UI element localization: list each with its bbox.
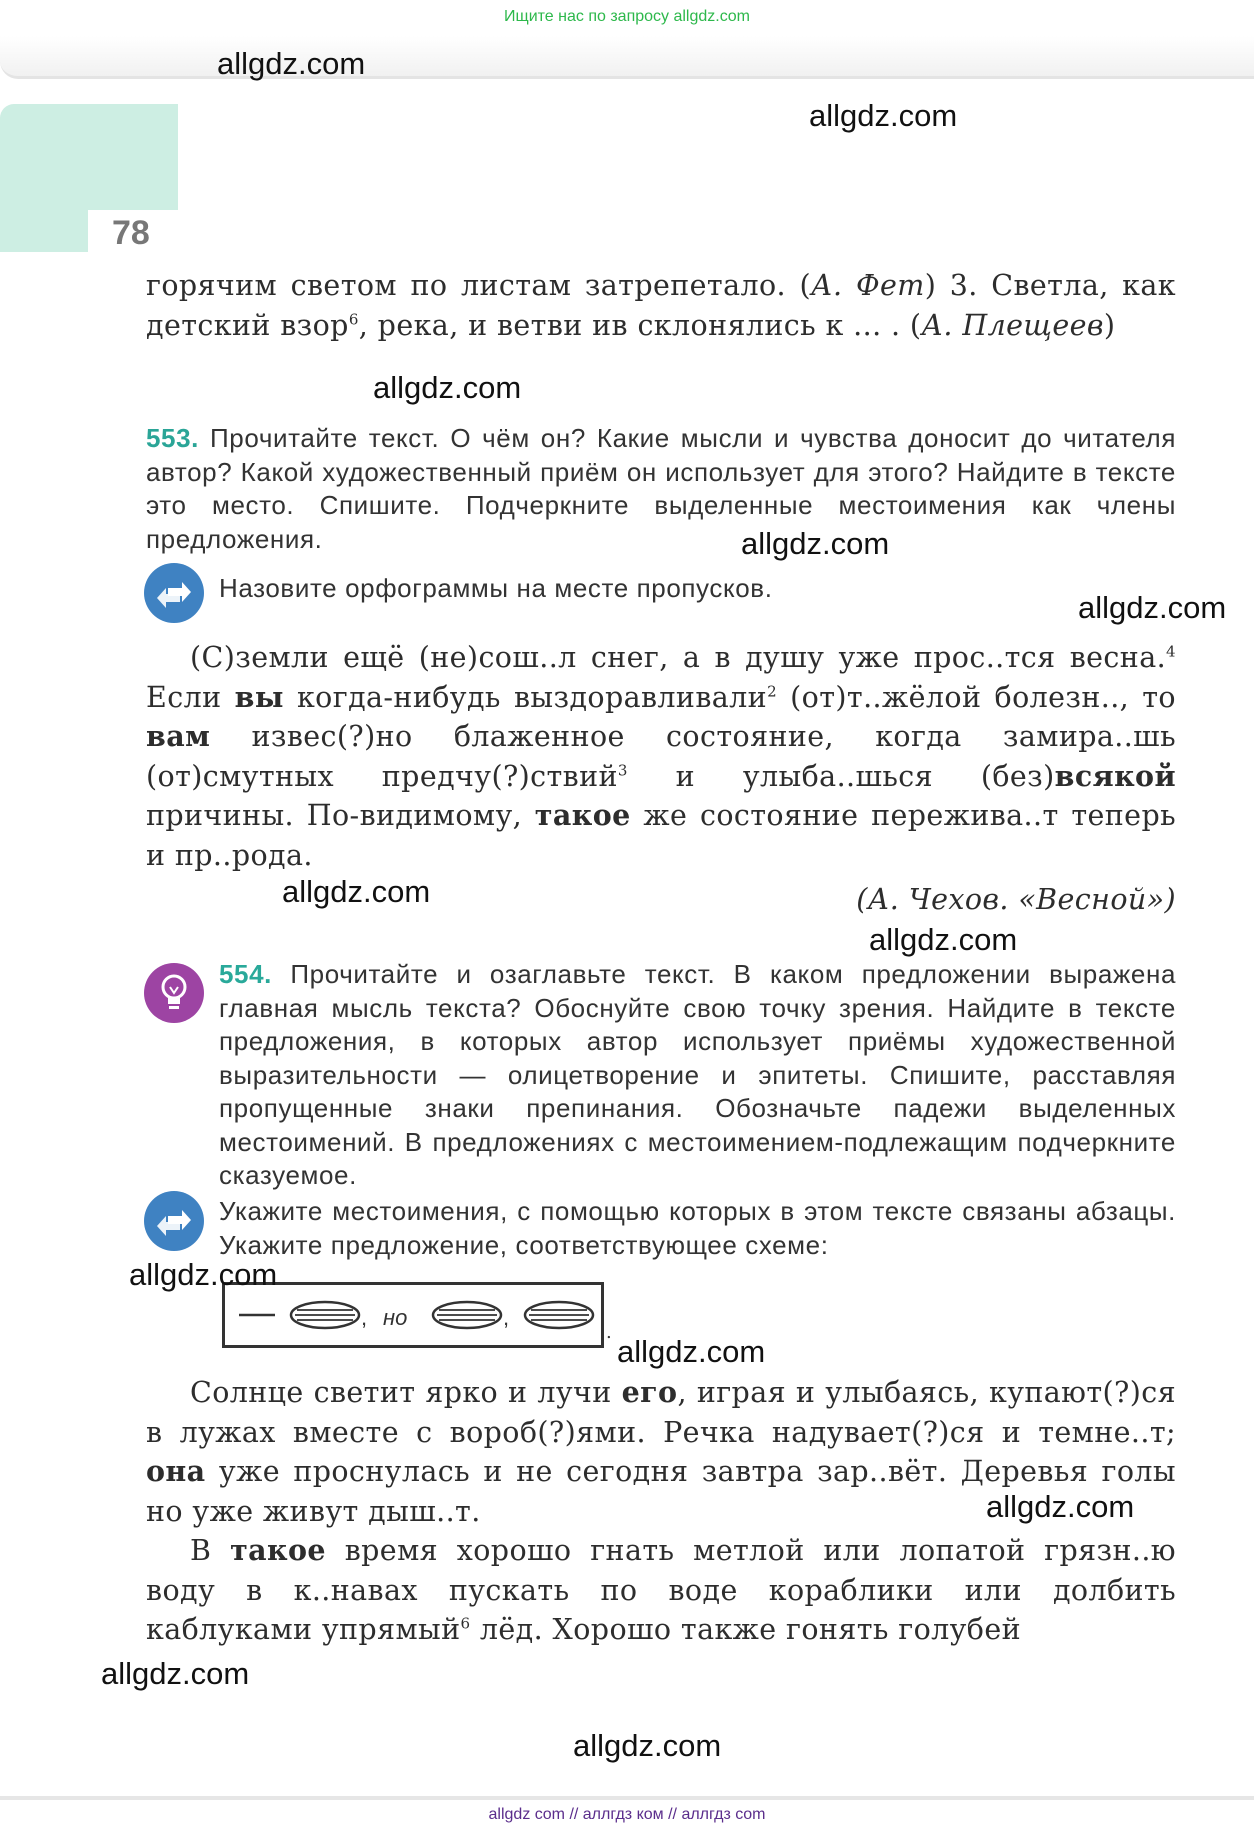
text-554-paragraph-2: [146, 1531, 1176, 1650]
watermark: allgdz.com: [282, 874, 431, 909]
highlighted-pronoun: вам: [146, 719, 211, 753]
watermark: allgdz.com: [217, 46, 366, 81]
schema-comma: ,: [361, 1305, 368, 1330]
footnote-mark: 4: [1166, 642, 1176, 661]
footnote-mark: 2: [767, 682, 778, 700]
highlighted-pronoun: вы: [234, 679, 284, 714]
text-sentence: (от)т..жёлой болезн.., то: [777, 680, 1176, 714]
highlighted-pronoun: его: [621, 1375, 678, 1409]
footer-links[interactable]: allgdz com // аллгдз ком // аллгдз com: [488, 1806, 766, 1823]
text-553-source: (А. Чехов. «Весной»): [856, 883, 1176, 916]
intro-text: , река, и ветви ив склонялись к ... . (: [358, 308, 922, 342]
highlighted-pronoun: такое: [230, 1533, 326, 1567]
author-pleshcheev: А. Плещеев: [921, 308, 1104, 342]
watermark: allgdz.com: [986, 1489, 1135, 1524]
text-sentence: когда-нибудь выздоравливали: [283, 680, 768, 714]
lightbulb-icon: [144, 963, 204, 1023]
schema-period: .: [606, 1322, 612, 1343]
text-sentence: же состояние пережива..т теперь и пр..рода.: [146, 799, 1177, 872]
exercise-553-instructions: [146, 422, 1176, 556]
exercise-text: Прочитайте текст. О чём он? Какие мысли и чувства доносит до читателя автор? Какой художественный приём он использует для этого? Найдите в тексте это место. Спишите. Подчеркните выделенные местоимения как члены предложения.: [146, 423, 1176, 554]
text-sentence: уже проснулась и не сегодня завтра зар..вёт. Деревья голы но уже живут дыш..т.: [146, 1455, 1176, 1528]
text-sentence: время хорошо гнать метлой или лопатой грязн..ю воду в к..навах пускать по воде кораблики или долбить каблуками упрямый: [146, 1534, 1176, 1646]
exercise-number: 554.: [219, 959, 273, 989]
highlighted-pronoun: такое: [534, 798, 631, 832]
exercise-554-task: Укажите местоимения, с помощью которых в этом тексте связаны абзацы. Укажите предложение, соответствующее схеме:: [219, 1196, 1176, 1260]
page-number: 78: [88, 210, 180, 256]
repeat-icon: [144, 1191, 204, 1251]
watermark: allgdz.com: [129, 1257, 278, 1292]
watermark: allgdz.com: [741, 526, 890, 561]
watermark: allgdz.com: [573, 1728, 722, 1763]
text-sentence: В: [190, 1534, 231, 1567]
text-553: [146, 638, 1176, 875]
text-sentence: лёд. Хорошо также гонять голубей: [470, 1613, 1022, 1646]
sentence-schema: [222, 1282, 604, 1348]
intro-text: горячим светом по листам затрепетало. (: [146, 269, 812, 302]
text-sentence: извес(?)но блаженное состояние, когда замира..шь (от)смутных предчу(?)ствий: [146, 720, 1176, 793]
author-fet: А. Фет: [811, 269, 925, 302]
exercise-554-instructions: [219, 958, 1176, 1193]
text-sentence: и улыба..шься (без): [627, 759, 1055, 793]
watermark: allgdz.com: [869, 922, 1018, 957]
footnote-mark: 6: [348, 310, 359, 328]
watermark: allgdz.com: [1078, 590, 1227, 625]
bottom-strip: [0, 1796, 1254, 1800]
top-strip: [0, 36, 1254, 79]
footnote-mark: 6: [460, 1614, 471, 1633]
top-banner[interactable]: Ищите нас по запросу allgdz.com: [504, 8, 750, 25]
text-sentence: Солнце светит ярко и лучи: [190, 1376, 622, 1409]
watermark: allgdz.com: [809, 98, 958, 133]
highlighted-pronoun: она: [146, 1454, 206, 1488]
text-sentence: причины. По-видимому,: [146, 799, 535, 832]
intro-text: ): [1103, 308, 1116, 342]
text-sentence: (С)земли ещё (не)сош..л снег, а в душу уже прос..тся весна.: [190, 641, 1167, 674]
watermark: allgdz.com: [617, 1334, 766, 1369]
schema-conjunction: но: [383, 1305, 408, 1330]
exercise-553-task: Назовите орфограммы на месте пропусков.: [219, 573, 773, 603]
text-sentence: , играя и улыбаясь, купают(?)ся в лужах вместе с вороб(?)ями. Речка надувает(?)ся и темне..т;: [146, 1376, 1176, 1449]
intro-fragment: [146, 266, 1176, 345]
repeat-icon: [144, 563, 204, 623]
text-sentence: Если: [146, 680, 235, 714]
footnote-mark: 3: [617, 761, 628, 779]
highlighted-pronoun: всякой: [1054, 758, 1176, 793]
exercise-text: Прочитайте и озаглавьте текст. В каком предложении выражена главная мысль текста? Обоснуйте свою точку зрения. Найдите в тексте предложения, в которых автор использует приёмы художественной выразительности — олицетворение и эпитеты. Спишите, расставляя пропущенные знаки препинания. Обозначьте падежи выделенных местоимений. В предложениях с местоимением-подлежащим подчеркните сказуемое.: [219, 959, 1177, 1190]
exercise-number: 553.: [146, 423, 200, 453]
watermark: allgdz.com: [373, 370, 522, 405]
schema-comma: ,: [503, 1305, 510, 1330]
watermark: allgdz.com: [101, 1656, 250, 1691]
intro-text: ) 3. Светла, как детский взор: [146, 269, 1176, 342]
